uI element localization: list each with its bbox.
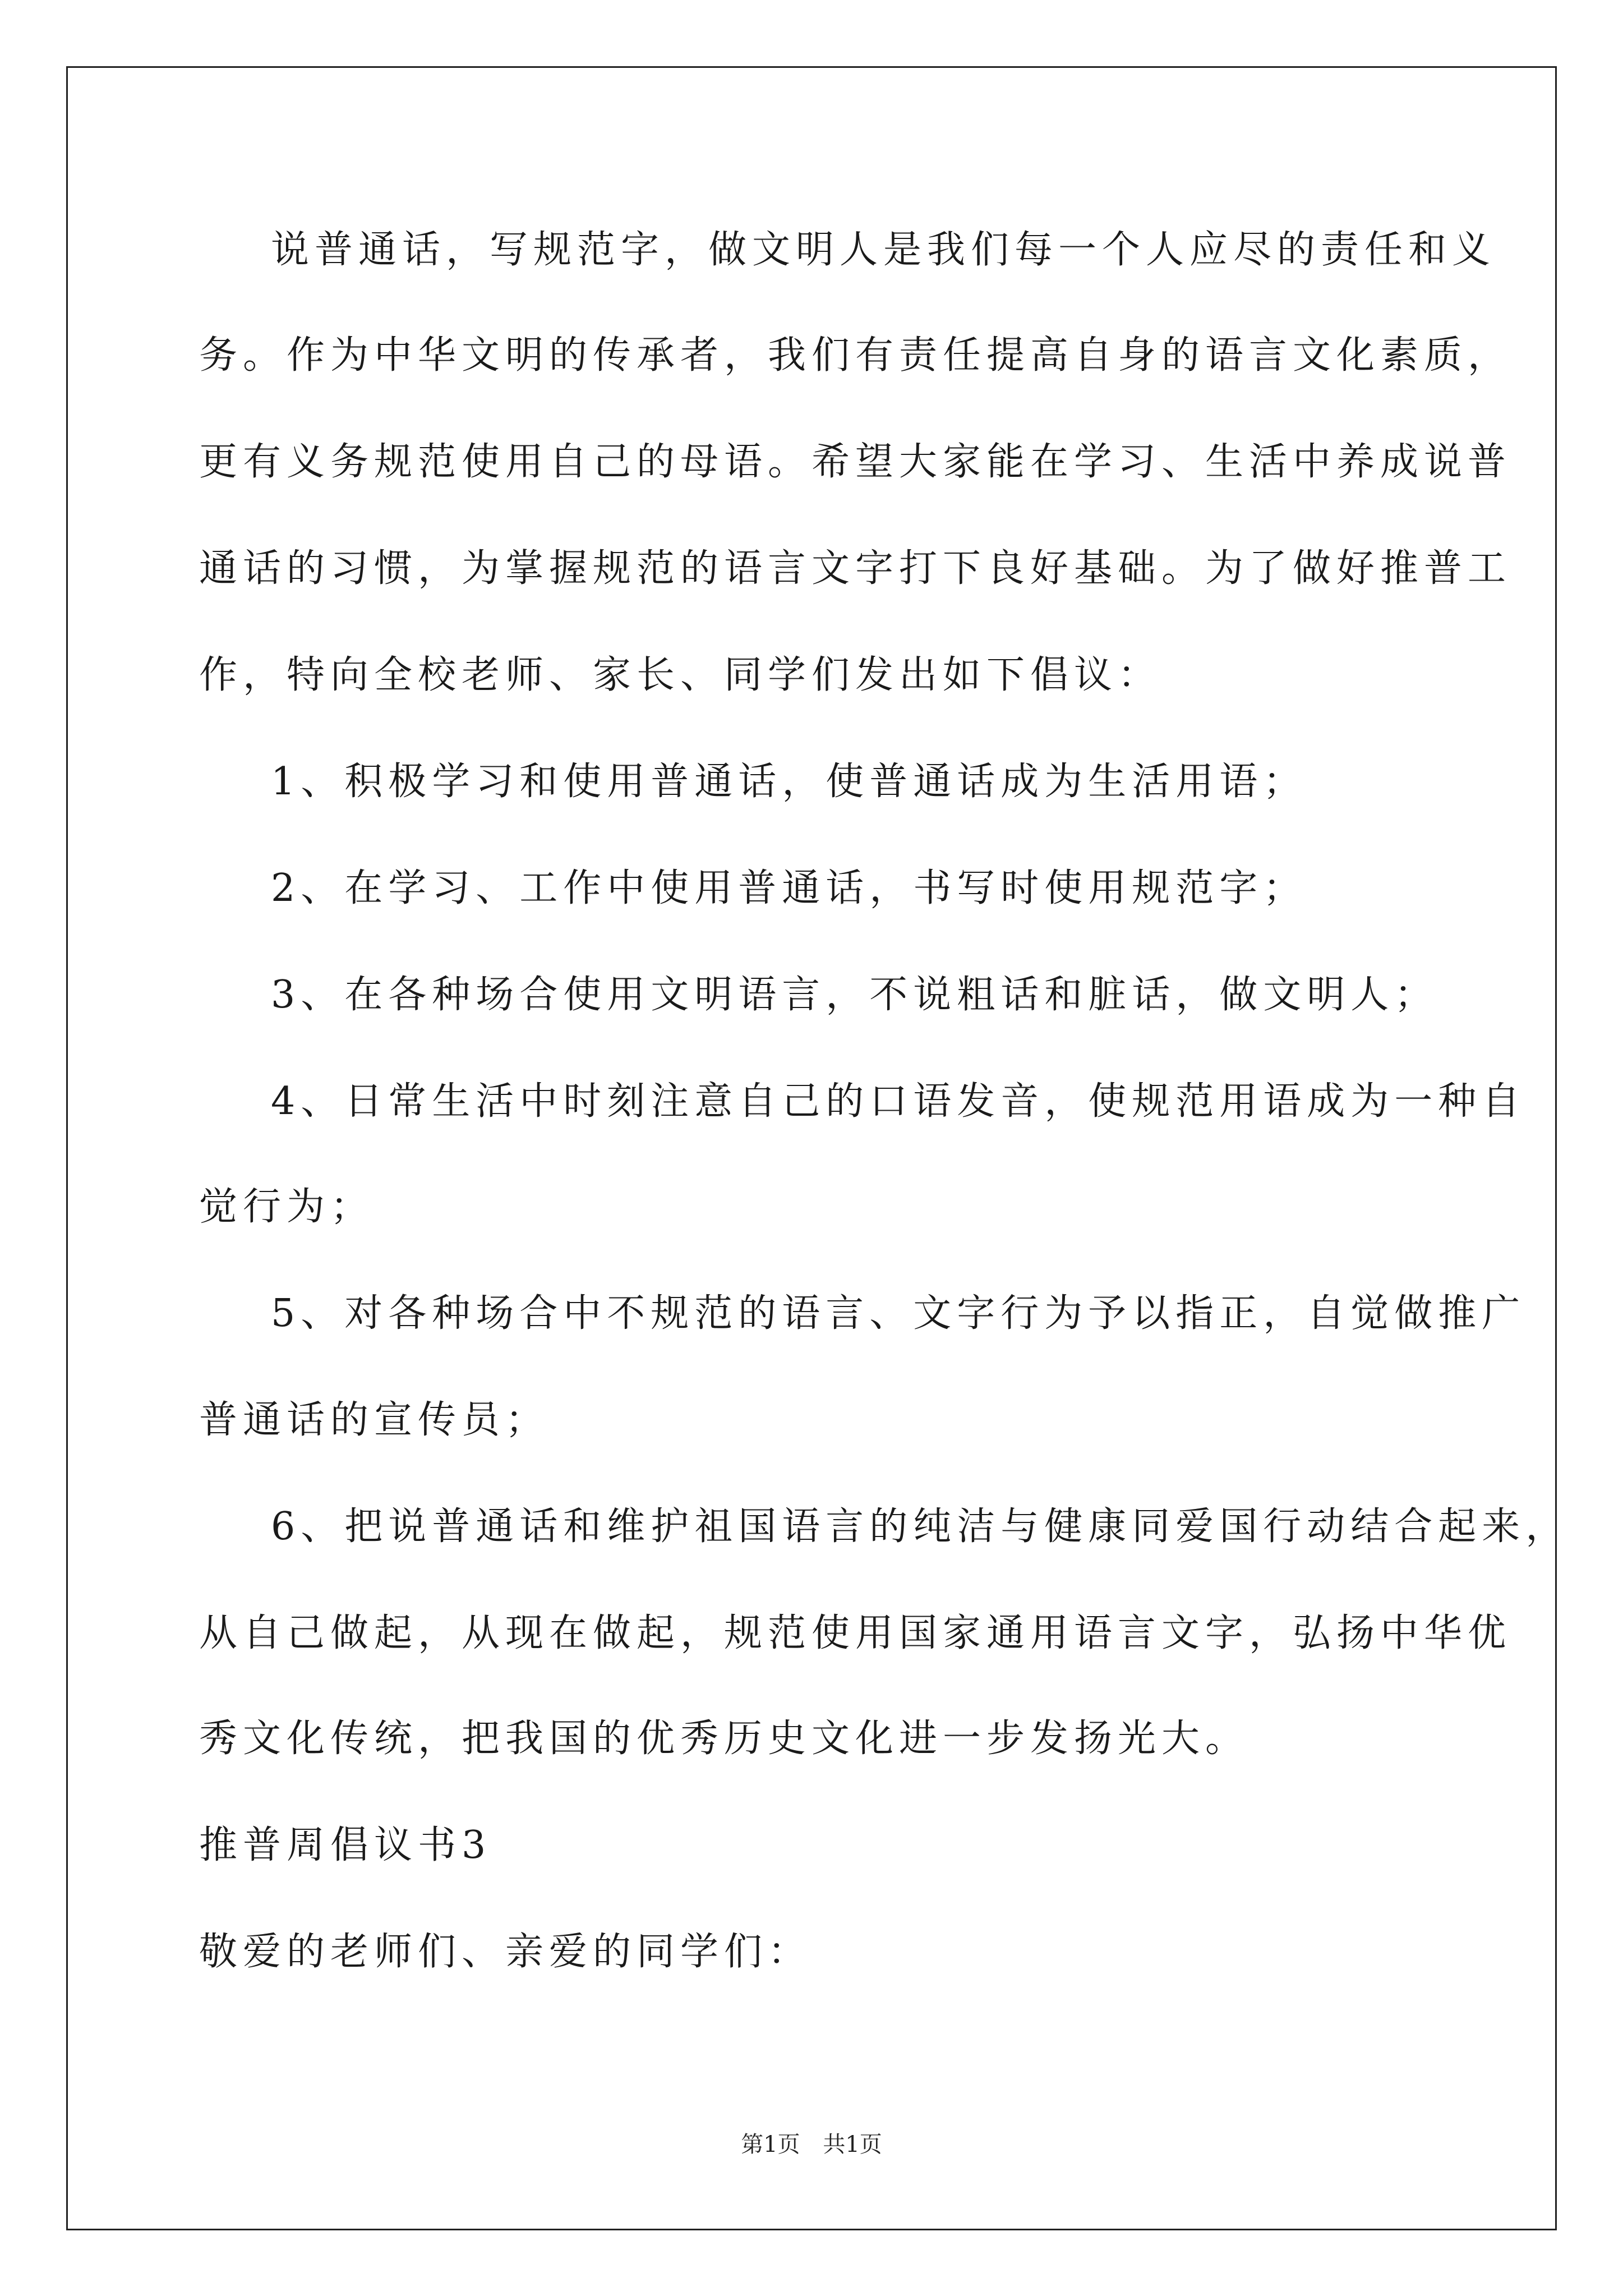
paragraph-line: 作，特向全校老师、家长、同学们发出如下倡议： <box>199 653 1162 697</box>
salutation: 敬爱的老师们、亲爱的同学们： <box>199 1930 812 1974</box>
list-item: 2、在学习、工作中使用普通话，书写时使用规范字； <box>271 866 1307 910</box>
list-item-continuation: 秀文化传统，把我国的优秀历史文化进一步发扬光大。 <box>199 1717 1249 1761</box>
paragraph-line: 务。作为中华文明的传承者，我们有责任提高自身的语言文化素质， <box>199 333 1512 378</box>
list-item: 1、积极学习和使用普通话，使普通话成为生活用语； <box>271 760 1307 804</box>
list-item: 6、把说普通话和维护祖国语言的纯洁与健康同爱国行动结合起来， <box>271 1504 1570 1549</box>
list-item-continuation: 觉行为； <box>199 1185 375 1229</box>
page-border <box>66 66 1557 2230</box>
section-heading: 推普周倡议书3 <box>199 1823 492 1867</box>
paragraph-line: 更有义务规范使用自己的母语。希望大家能在学习、生活中养成说普 <box>199 440 1512 484</box>
page-number-current: 第1页 <box>741 2132 800 2157</box>
list-item: 3、在各种场合使用文明语言，不说粗话和脏话，做文明人； <box>271 973 1438 1017</box>
page-footer <box>0 2133 1623 2156</box>
list-item: 4、日常生活中时刻注意自己的口语发音，使规范用语成为一种自 <box>271 1079 1526 1124</box>
paragraph-line: 说普通话，写规范字，做文明人是我们每一个人应尽的责任和义 <box>271 228 1496 272</box>
list-item: 5、对各种场合中不规范的语言、文字行为予以指正，自觉做推广 <box>271 1291 1526 1336</box>
page-number-total: 共1页 <box>823 2132 882 2157</box>
list-item-continuation: 从自己做起，从现在做起，规范使用国家通用语言文字，弘扬中华优 <box>199 1611 1512 1655</box>
list-item-continuation: 普通话的宣传员； <box>199 1398 550 1442</box>
paragraph-line: 通话的习惯，为掌握规范的语言文字打下良好基础。为了做好推普工 <box>199 546 1512 591</box>
